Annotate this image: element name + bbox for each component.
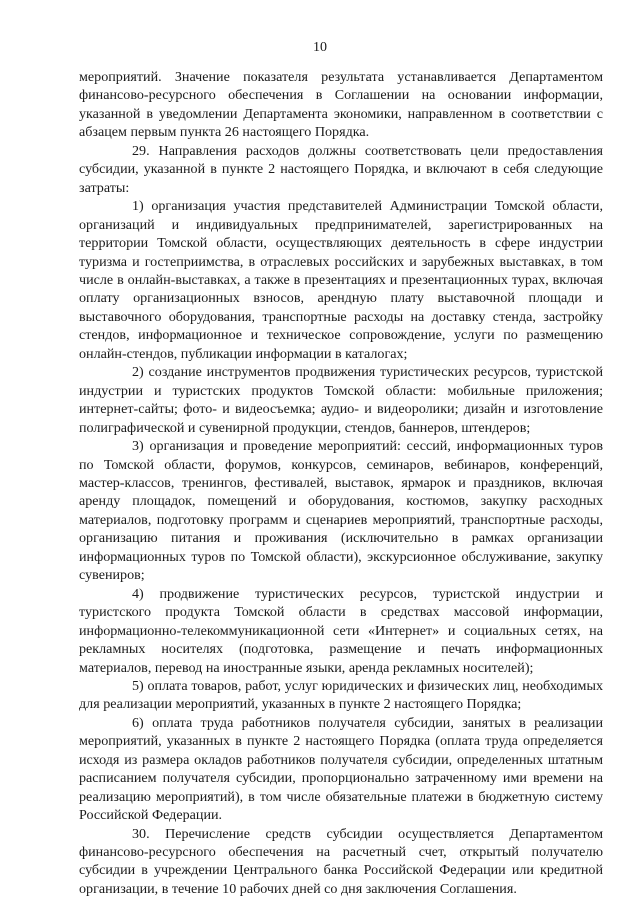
paragraph-subitem-6: 6) оплата труда работников получателя субсидии, занятых в реализации мероприятий, указанных в пункте 2 настоящего Порядка (оплата труда определяется исходя из размера окладов работников получателя субсидии, определенных штатным расписанием получателя субсидии, пропорционально затраченному ими времени на реализацию мероприятий), в том числе обязательные платежи в бюджетную систему Российской Федерации. <box>79 714 603 824</box>
paragraph-continuation: мероприятий. Значение показателя результата устанавливается Департаментом финансово-ресурсного обеспечения в Соглашении на основании информации, указанной в уведомлении Департамента экономики, направленном в соответствии с абзацем первым пункта 26 настоящего Порядка. <box>79 69 603 141</box>
paragraph-subitem-5: 5) оплата товаров, работ, услуг юридических и физических лиц, необходимых для реализации мероприятий, указанных в пункте 2 настоящего Порядка; <box>79 677 603 713</box>
paragraph-item-30: 30. Перечисление средств субсидии осуществляется Департаментом финансово-ресурсного обеспечения на расчетный счет, открытый получателю субсидии в учреждении Центрального банка Российской Федерации или кредитной организации, в течение 10 рабочих дней со дня заключения Соглашения. <box>79 825 603 897</box>
page-number: 10 <box>313 40 327 55</box>
paragraph-subitem-3: 3) организация и проведение мероприятий: сессий, информационных туров по Томской области, форумов, конкурсов, семинаров, вебинаров, конференций, мастер-классов, тренингов, фестивалей, выставок, ярмарок и праздников, включая аренду площадок, помещений и оборудования, костюмов, закупку расходных материалов, подготовку программ и сценариев мероприятий, транспортные расходы, организацию питания и проживания (исключительно в рамках организации информационных туров по Томской области), экскурсионное обслуживание, закупку сувениров; <box>79 438 603 584</box>
document-body <box>79 68 603 898</box>
paragraph-subitem-2: 2) создание инструментов продвижения туристических ресурсов, туристской индустрии и туристских продуктов Томской области: мобильные приложения; интернет-сайты; фото- и видеосъемка; аудио- и видеоролики; дизайн и изготовление полиграфической и сувенирной продукции, стендов, баннеров, штендеров; <box>79 364 603 436</box>
paragraph-subitem-1: 1) организация участия представителей Администрации Томской области, организаций и индивидуальных предпринимателей, зарегистрированных на территории Томской области, осуществляющих деятельность в сфере индустрии туризма и гостеприимства, в отраслевых российских и зарубежных выставках, в том числе в онлайн-выставках, а также в презентациях и презентационных турах, включая оплату организационных взносов, арендную плату выставочной площади и выставочного оборудования, транспортные расходы на доставку стенда, застройку стендов, информационное и техническое сопровождение, услуги по размещению онлайн-стендов, публикации информации в каталогах; <box>79 198 603 362</box>
paragraph-subitem-4: 4) продвижение туристических ресурсов, туристской индустрии и туристского продукта Томской области в средствах массовой информации, информационно-телекоммуникационной сети «Интернет» и социальных сетях, на рекламных носителях (подготовка, размещение и печать информационных материалов, перевод на иностранные языки, аренда рекламных носителей); <box>79 585 603 676</box>
paragraph-item-29: 29. Направления расходов должны соответствовать цели предоставления субсидии, указанной в пункте 2 настоящего Порядка, и включают в себя следующие затраты: <box>79 142 603 196</box>
